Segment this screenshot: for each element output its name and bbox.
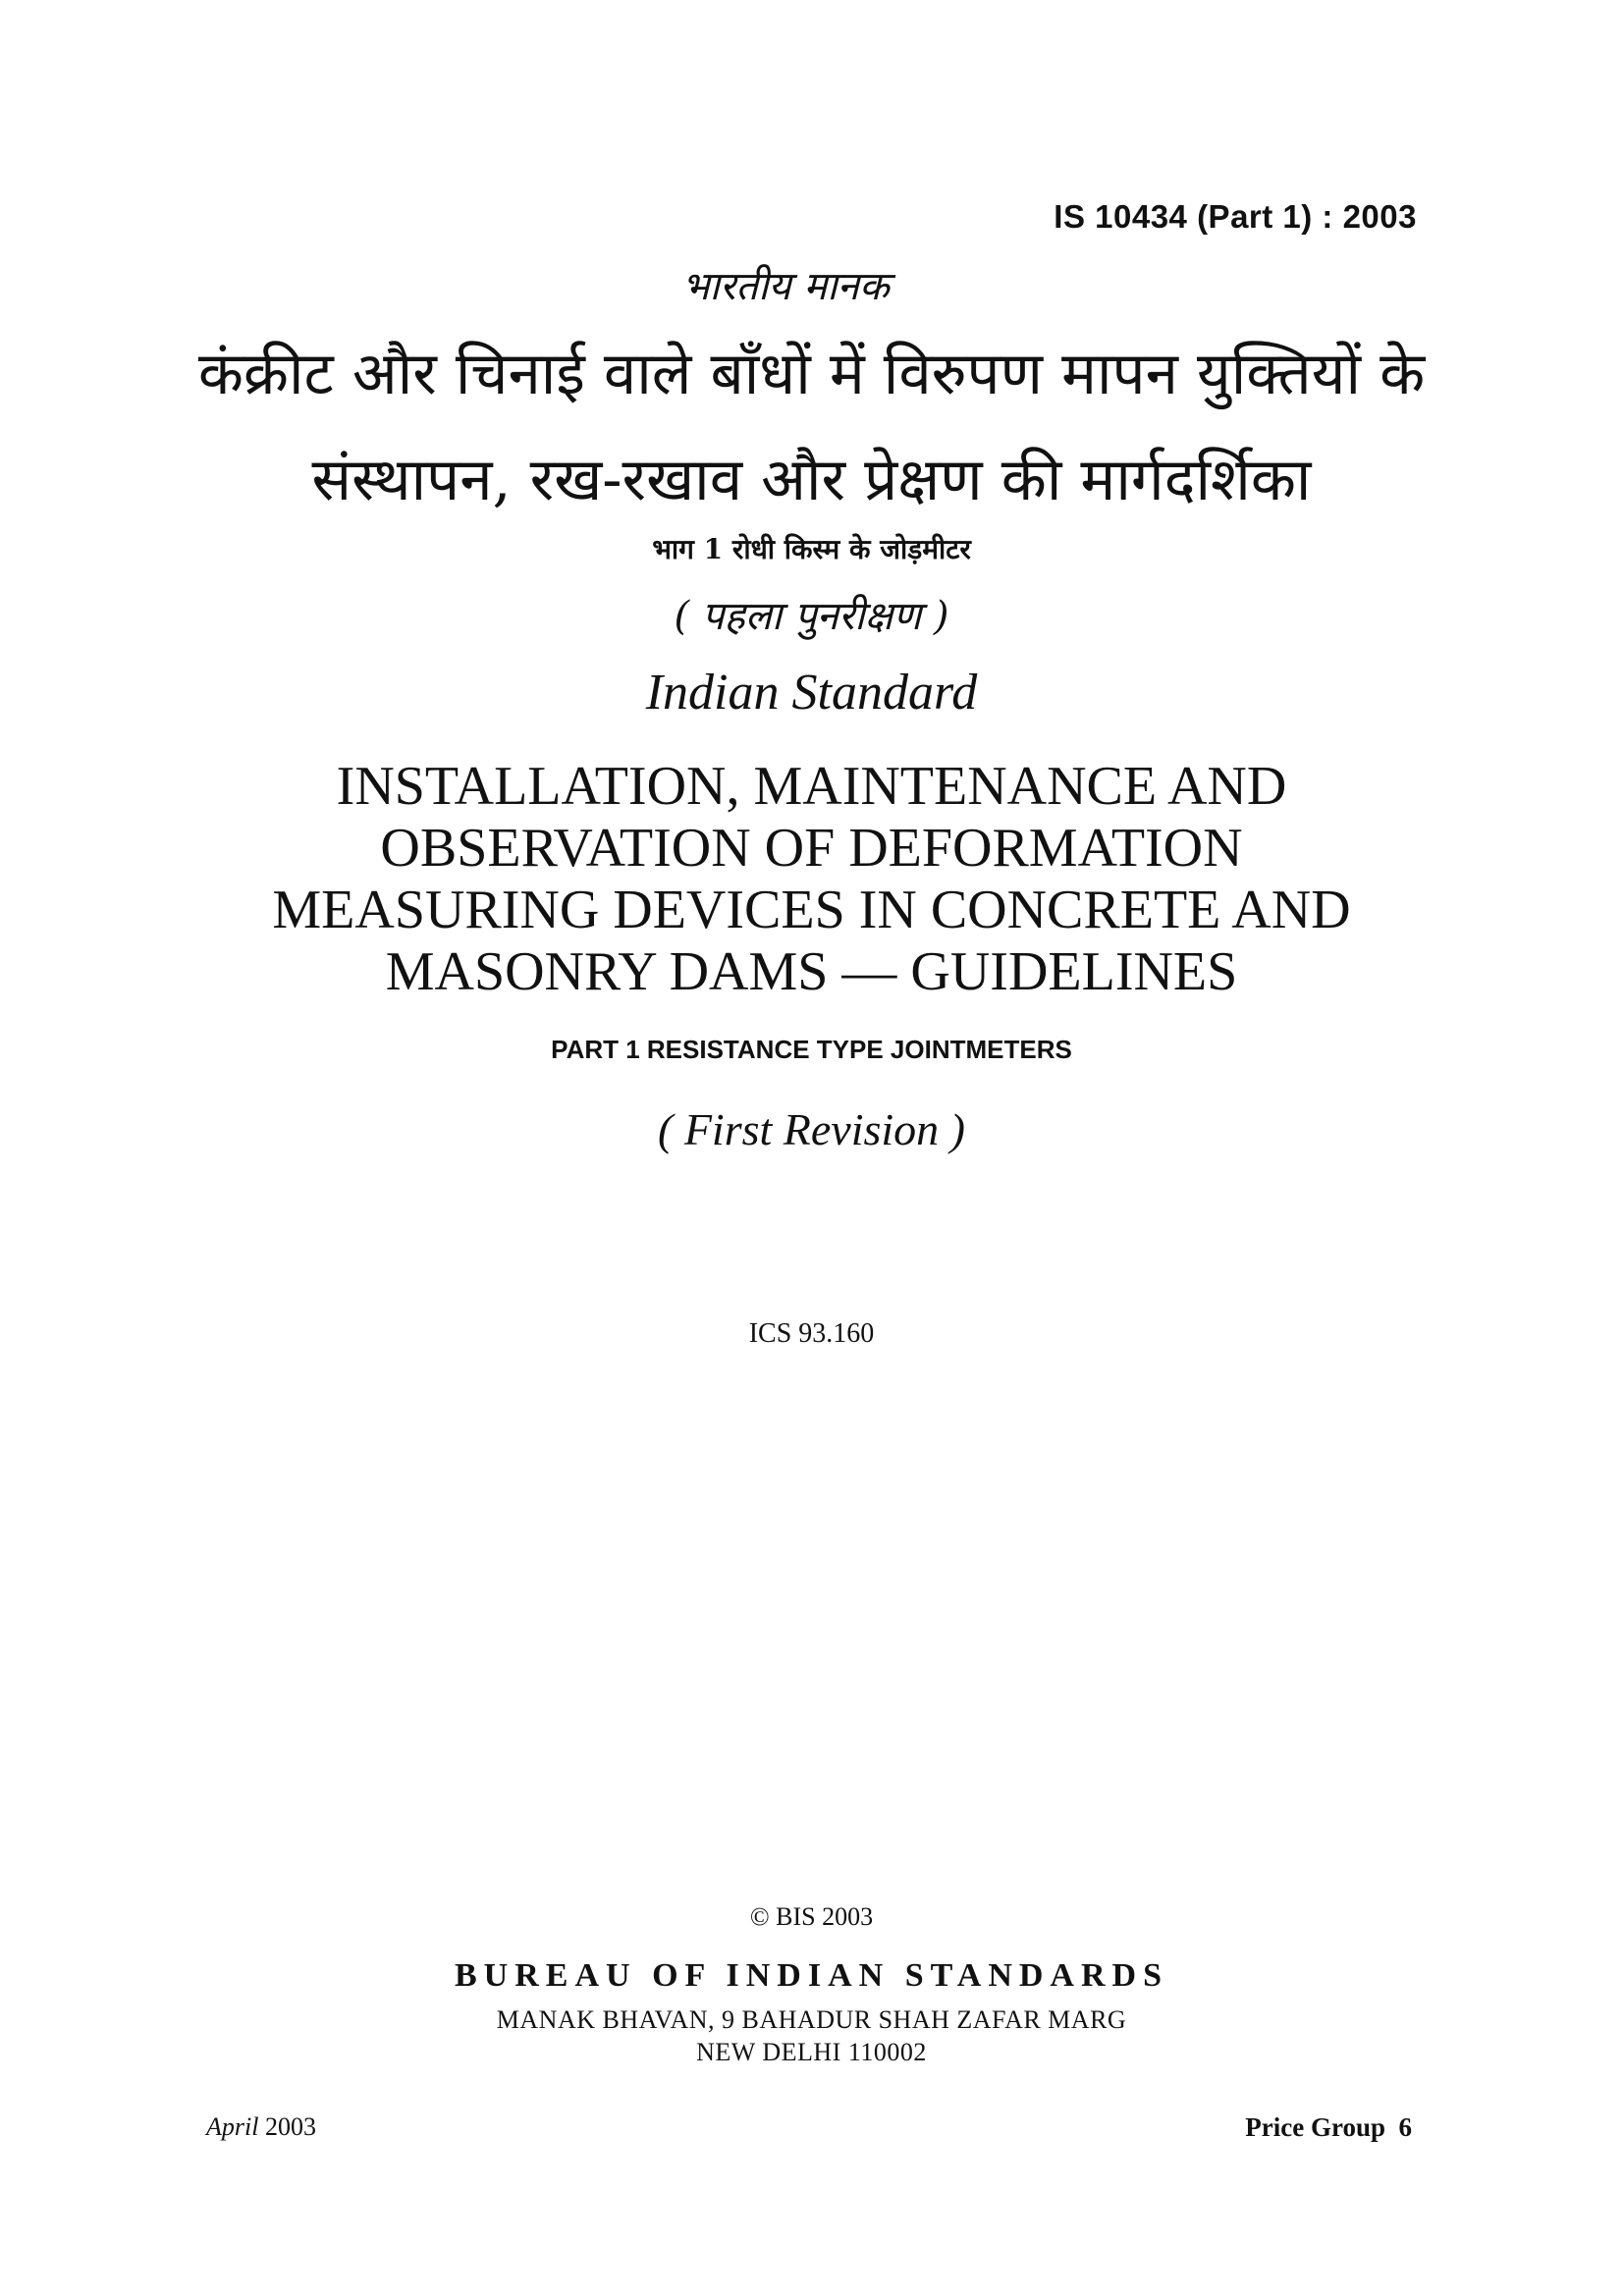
english-title-line-3: MEASURING DEVICES IN CONCRETE AND [272,880,1351,940]
publisher-address-line-2: NEW DELHI 110002 [696,2038,927,2066]
english-title-line-1: INSTALLATION, MAINTENANCE AND [336,756,1287,817]
indian-standard-label: Indian Standard [645,665,978,721]
publisher-address-line-1: MANAK BHAVAN, 9 BAHADUR SHAH ZAFAR MARG [496,2005,1127,2034]
publisher-name: BUREAU OF INDIAN STANDARDS [455,1957,1168,1994]
english-title-line-2: OBSERVATION OF DEFORMATION [380,818,1243,879]
publication-date [206,2112,316,2142]
copyright-notice: © BIS 2003 [749,1902,874,1931]
english-title [0,756,1623,1003]
english-revision: ( First Revision ) [658,1104,965,1154]
hindi-title-line-1: कंक्रीट और चिनाई वाले बाँधों में विरुपण मापन युक्तियों के [197,340,1426,408]
price-group [1245,2112,1412,2143]
ics-code: ICS 93.160 [748,1318,875,1349]
price-group-label: Price Group [1245,2112,1385,2142]
standard-number: IS 10434 (Part 1) : 2003 [1054,198,1417,235]
hindi-standard-label: भारतीय मानक [681,264,890,309]
publication-month: April [206,2112,259,2141]
hindi-revision: ( पहला पुनरीक्षण ) [674,594,949,639]
price-group-value: 6 [1398,2112,1412,2142]
english-part-title: PART 1 RESISTANCE TYPE JOINTMETERS [551,1035,1072,1064]
publication-year: 2003 [264,2112,316,2141]
hindi-part-title: भाग 1 रोधी किस्म के जोड़मीटर [652,533,971,565]
english-title-line-4: MASONRY DAMS — GUIDELINES [385,941,1238,1002]
hindi-title-line-2: संस्थापन, रख-रखाव और प्रेक्षण की मार्गदर्शिका [311,446,1312,514]
